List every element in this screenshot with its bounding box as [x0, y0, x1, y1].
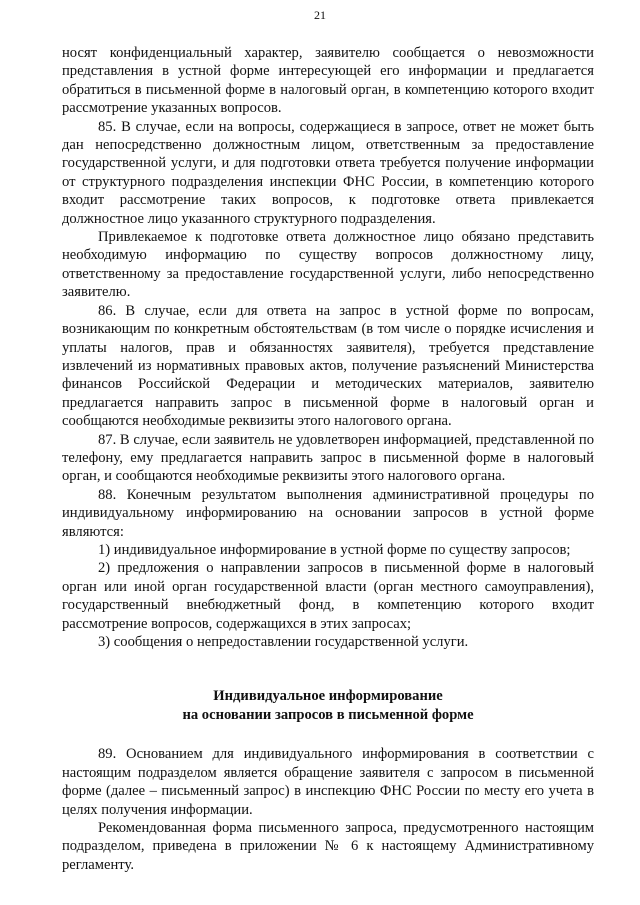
- paragraph-86: 86. В случае, если для ответа на запрос в устной форме по вопросам, возникающим по конкретным обстоятельствам (в том числе о порядке исчисления и уплаты налогов, прав и обязанностях заявителя), требуется представление извлечений из нормативных правовых актов, получение разъяснений Министерства финансов Российской Федерации и методических материалов, заявителю предлагается направить запрос в письменной форме в налоговый орган и сообщаются необходимые реквизиты этого налогового органа.: [62, 302, 594, 430]
- page-number: 21: [314, 8, 326, 22]
- section-heading-line-2: на основании запросов в письменной форме: [182, 707, 474, 724]
- paragraph-87: 87. В случае, если заявитель не удовлетворен информацией, представленной по телефону, ему предлагается направить запрос в письменной форме в налоговый орган, и сообщаются необходимые реквизиты этого налогового органа.: [62, 431, 594, 485]
- section-heading-line-1: Индивидуальное информирование: [213, 688, 443, 705]
- section-oral-requests: [62, 44, 594, 651]
- paragraph-recommended-form: Рекомендованная форма письменного запроса, предусмотренного настоящим подразделом, приведена в приложении № 6 к настоящему Административному регламенту.: [62, 820, 594, 873]
- paragraph-89: 89. Основанием для индивидуального информирования в соответствии с настоящим подразделом является обращение заявителя с запросом в письменной форме (далее – письменный запрос) в инспекцию ФНС России по месту его учета в целях получения информации.: [62, 746, 594, 818]
- paragraph-85-addendum: Привлекаемое к подготовке ответа должностное лицо обязано представить необходимую информацию по существу вопросов должностному лицу, ответственному за предоставление государственной услуги, либо непосредственно заявителю.: [62, 229, 594, 301]
- list-item-2: 2) предложения о направлении запросов в письменной форме в налоговый орган или иной орган государственной власти (орган местного самоуправления), государственный внебюджетный фонд, в компетенцию которого входит рассмотрение вопросов, содержащихся в этих запросах;: [62, 560, 594, 632]
- document-body: [62, 44, 594, 874]
- paragraph-continuation: носят конфиденциальный характер, заявителю сообщается о невозможности представления в устной форме интересующей его информации и предлагается обратиться в письменной форме в налоговый орган, в компетенцию которого входит рассмотрение указанных вопросов.: [62, 45, 594, 117]
- list-item-3: 3) сообщения о непредоставлении государственной услуги.: [98, 634, 469, 650]
- section-heading: [62, 687, 594, 725]
- paragraph-88: 88. Конечным результатом выполнения административной процедуры по индивидуальному информированию на основании запросов в устной форме являются:: [62, 486, 594, 540]
- list-item-1: 1) индивидуальное информирование в устной форме по существу запросов;: [98, 541, 571, 558]
- paragraph-85: 85. В случае, если на вопросы, содержащиеся в запросе, ответ не может быть дан непосредственно должностным лицом, ответственным за предоставление государственной услуги, и для подготовки ответа требуется получение информации от структурного подразделения инспекции ФНС России, в компетенцию которого входит рассмотрение таких вопросов, к подготовке ответа привлекается должностное лицо указанного структурного подразделения.: [62, 118, 594, 227]
- section-written-requests: [62, 745, 594, 874]
